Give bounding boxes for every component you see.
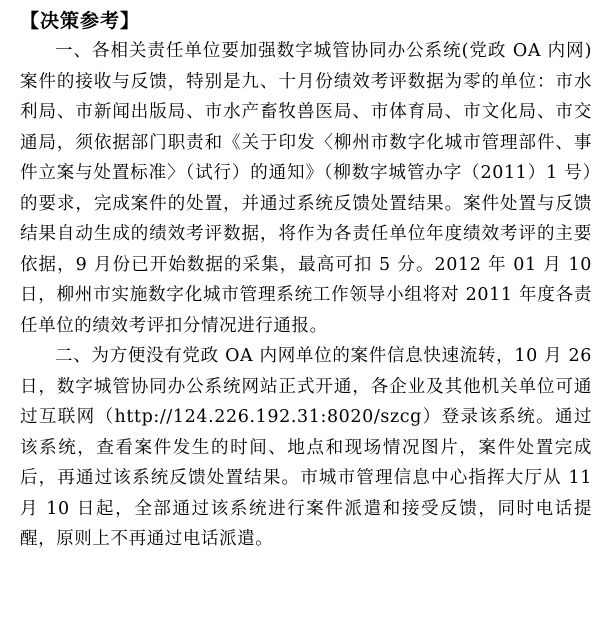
- paragraph-2: 二、为方便没有党政 OA 内网单位的案件信息快速流转，10 月 26 日，数字城管协同办公系统网站正式开通，各企业及其他机关单位可通过互联网（http://124.226.192.31:8020/szcg）登录该系统。通过该系统，查看案件发生的时间、地点和现场情况图片，案件处置完成后，再通过该系统反馈处置结果。市城市管理信息中心指挥大厅从 11 月 10 日起，全部通过该系统进行案件派遣和接受反馈，同时电话提醒，原则上不再通过电话派遣。: [20, 346, 592, 549]
- section-heading: 【决策参考】: [20, 10, 141, 32]
- paragraph-1: 一、各相关责任单位要加强数字城管协同办公系统(党政 OA 内网)案件的接收与反馈，特别是九、十月份绩效考评数据为零的单位：市水利局、市新闻出版局、市水产畜牧兽医局、市体育局、市文化局、市交通局，须依据部门职责和《关于印发〈柳州市数字化城市管理部件、事件立案与处置标准〉（试行）的通知》（柳数字城管办字（2011）1 号）的要求，完成案件的处置，并通过系统反馈处置结果。案件处置与反馈结果自动生成的绩效考评数据，将作为各责任单位年度绩效考评的主要依据，9 月份已开始数据的采集，最高可扣 5 分。2012 年 01 月 10 日，柳州市实施数字化城市管理系统工作领导小组将对 2011 年度各责任单位的绩效考评扣分情况进行通报。: [20, 41, 592, 336]
